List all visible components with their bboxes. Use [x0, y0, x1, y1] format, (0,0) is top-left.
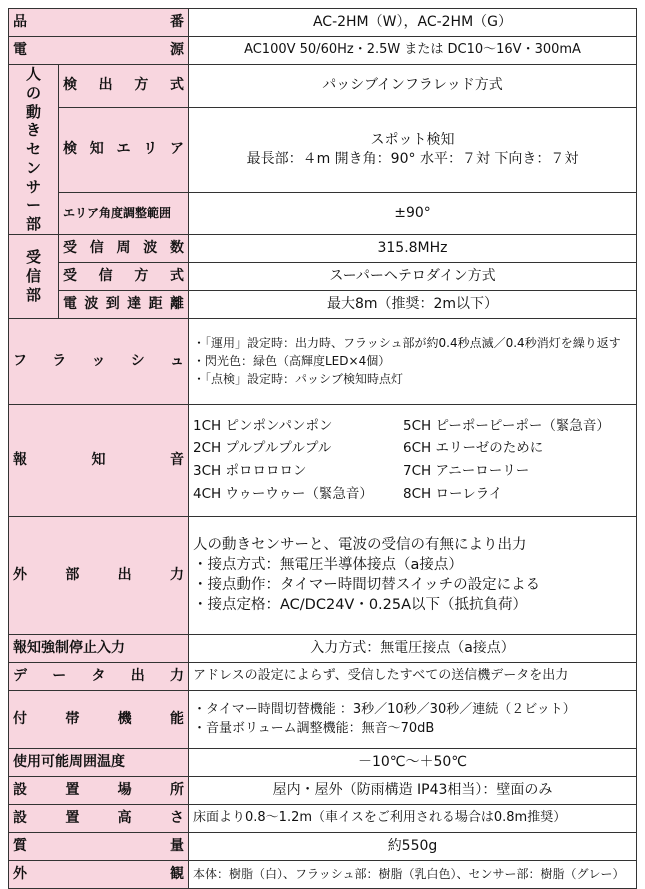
label-char: 機 — [117, 710, 132, 727]
label-char: デ — [13, 667, 27, 684]
label-char: サ — [25, 177, 41, 196]
label-appearance — [9, 860, 189, 888]
row-temp — [9, 748, 637, 776]
value-height: 床面より0.8〜1.2m（車イスをご利用される場合は0.8m推奨） — [189, 804, 637, 832]
output-item: 人の動きセンサーと、電波の受信の有無により出力 — [193, 537, 527, 553]
label-char: 周 — [116, 239, 131, 256]
value-mass: 約550g — [189, 832, 637, 860]
label-char: 品 — [13, 13, 27, 30]
value-sound — [189, 404, 637, 516]
sound-channel: 3CH ポロロロロン — [193, 463, 307, 480]
label-char: 方 — [134, 267, 149, 284]
label-char: セ — [25, 140, 41, 158]
label-recv-method — [59, 262, 189, 290]
label-char: 知 — [89, 141, 104, 158]
label-char: 方 — [134, 77, 149, 94]
label-char: フ — [13, 352, 27, 369]
row-sound — [9, 404, 637, 516]
value-forced-stop: 入力方式：無電圧接点（a接点） — [189, 634, 637, 662]
label-detect-method — [59, 65, 189, 108]
label-char: 受 — [63, 239, 77, 256]
label-char: 所 — [169, 781, 184, 798]
label-char: エ — [116, 141, 131, 158]
label-char: 源 — [170, 41, 184, 58]
sound-channel: 6CH エリーゼのために — [403, 440, 544, 457]
label-char: 波 — [143, 239, 158, 256]
label-char: ュ — [170, 352, 184, 369]
sound-channel: 4CH ウゥーウゥー（緊急音） — [193, 486, 373, 503]
label-forced-stop: 報知強制停止入力 — [9, 634, 189, 662]
label-recv-range — [59, 290, 189, 318]
label-char: ッ — [91, 352, 106, 369]
label-char: 到 — [105, 295, 120, 312]
value-recv-freq: 315.8MHz — [189, 234, 637, 262]
row-recv-freq — [9, 234, 637, 262]
label-receiver-group — [9, 234, 59, 318]
row-forced-stop — [9, 634, 637, 662]
label-data-out — [9, 662, 189, 690]
label-char: ア — [170, 141, 184, 158]
value-area-angle: ±90° — [189, 193, 637, 234]
label-sound — [9, 404, 189, 516]
label-output — [9, 516, 189, 634]
label-char: 受 — [63, 267, 77, 284]
row-data-out — [9, 662, 637, 690]
label-char: 能 — [169, 710, 184, 727]
value-extra — [189, 690, 637, 748]
label-flash — [9, 318, 189, 404]
value-temp: －10℃〜＋50℃ — [189, 748, 637, 776]
label-char: 力 — [170, 667, 184, 684]
value-recv-method: スーパーヘテロダイン方式 — [189, 262, 637, 290]
label-char: ラ — [52, 352, 67, 369]
label-char: ー — [25, 196, 41, 215]
label-char: 人 — [25, 65, 41, 83]
label-char: ン — [25, 158, 41, 177]
label-char: 電 — [63, 295, 77, 312]
label-char: 外 — [13, 865, 27, 882]
label-char: シ — [130, 352, 145, 369]
label-char: 部 — [65, 566, 80, 583]
sound-channel: 8CH ローレライ — [403, 486, 503, 503]
value-recv-range: 最大8m（推奨：2m以下） — [189, 290, 637, 318]
value-data-out: アドレスの設定によらず、受信したすべての送信機データを出力 — [189, 662, 637, 690]
label-char: 帯 — [65, 710, 80, 727]
flash-item: ・「運用」設定時：出力時、フラッシュ部が約0.4秒点滅／0.4秒消灯を繰り返す — [193, 335, 621, 350]
label-char: 受 — [25, 248, 41, 267]
label-char: 離 — [169, 295, 184, 312]
label-char: 設 — [13, 809, 27, 826]
label-char: 式 — [169, 77, 184, 94]
row-output — [9, 516, 637, 634]
output-item: ・接点動作：タイマー時間切替スイッチの設定による — [193, 577, 541, 594]
label-char: 部 — [25, 215, 41, 233]
value-output — [189, 516, 637, 634]
label-model — [9, 9, 189, 37]
sound-channel-grid — [193, 418, 632, 504]
value-flash — [189, 318, 637, 404]
label-human-sensor-group — [9, 65, 59, 235]
value-location: 屋内・屋外（防雨構造 IP43相当）：壁面のみ — [189, 776, 637, 804]
label-char: 高 — [117, 809, 132, 826]
label-char: 観 — [170, 865, 184, 882]
label-char: の — [25, 83, 41, 102]
label-char: 報 — [13, 451, 27, 468]
row-model — [9, 9, 637, 37]
row-height — [9, 804, 637, 832]
label-area-angle: エリア角度調整範囲 — [59, 193, 189, 234]
label-char: 出 — [117, 566, 132, 583]
row-sensor-area — [9, 107, 637, 193]
label-char: 動 — [25, 102, 41, 121]
label-char: 質 — [13, 837, 27, 854]
label-char: 番 — [170, 13, 184, 30]
sound-channel: 7CH アニーローリー — [403, 463, 530, 480]
flash-item: ・「点検」設定時：パッシブ検知時点灯 — [193, 371, 404, 386]
label-char: 距 — [148, 295, 163, 312]
label-temp: 使用可能周囲温度 — [9, 748, 189, 776]
label-char: ー — [52, 667, 67, 684]
label-location — [9, 776, 189, 804]
extra-item: ・タイマー時間切替機能 ：3秒／10秒／30秒／連続（２ビット） — [193, 701, 576, 717]
label-char: 電 — [13, 41, 27, 58]
label-char: さ — [169, 809, 184, 826]
label-char: 出 — [130, 667, 145, 684]
label-recv-freq — [59, 234, 189, 262]
value-power: AC100V 50/60Hz・2.5W または DC10〜16V・300mA — [189, 37, 637, 65]
detect-area-line1: スポット検知 — [370, 131, 455, 148]
label-char: タ — [91, 667, 106, 684]
row-mass — [9, 832, 637, 860]
row-appearance — [9, 860, 637, 888]
label-char: 設 — [13, 781, 27, 798]
sound-channel: 2CH プルプルプルプル — [193, 440, 332, 457]
label-mass — [9, 832, 189, 860]
label-char: 付 — [13, 710, 27, 727]
flash-item: ・閃光色：緑色（高輝度LED×4個） — [193, 353, 391, 368]
label-char: き — [25, 121, 41, 140]
label-char: 外 — [13, 566, 27, 583]
label-char: 数 — [170, 239, 184, 256]
sound-channel: 5CH ピーポーピーポー（緊急音） — [403, 417, 610, 434]
label-char: 知 — [91, 451, 106, 468]
label-char: 部 — [25, 285, 41, 304]
spec-table — [8, 8, 637, 889]
label-char: 検 — [63, 77, 77, 94]
label-char: 場 — [117, 781, 132, 798]
value-appearance: 本体：樹脂（白）、フラッシュ部：樹脂（乳白色）、センサー部：樹脂（グレー） — [189, 860, 637, 888]
row-extra — [9, 690, 637, 748]
output-item: ・接点定格：AC/DC24V・0.25A以下（抵抗負荷） — [193, 597, 528, 614]
value-detect-method: パッシブインフラレッド方式 — [189, 65, 637, 108]
value-detect-area — [189, 107, 637, 193]
sound-channel: 1CH ピンポンパンポン — [193, 417, 333, 434]
row-sensor-angle — [9, 193, 637, 234]
detect-area-line2: 最長部：４m 開き角：90° 水平：７対 下向き：７対 — [246, 151, 579, 168]
row-recv-method — [9, 262, 637, 290]
label-height — [9, 804, 189, 832]
row-power — [9, 37, 637, 65]
label-char: 信 — [98, 267, 113, 284]
label-char: 達 — [127, 295, 142, 312]
label-char: 量 — [170, 837, 184, 854]
row-recv-range — [9, 290, 637, 318]
label-extra — [9, 690, 189, 748]
label-char: 検 — [63, 141, 77, 158]
row-location — [9, 776, 637, 804]
row-sensor-method — [9, 65, 637, 108]
output-item: ・接点方式：無電圧半導体接点（a接点） — [193, 557, 463, 574]
label-char: 出 — [98, 77, 113, 94]
label-char: 信 — [25, 266, 41, 285]
value-model: AC-2HM（W），AC-2HM（G） — [189, 9, 637, 37]
label-detect-area — [59, 107, 189, 193]
label-power — [9, 37, 189, 65]
row-flash — [9, 318, 637, 404]
label-char: 力 — [169, 566, 184, 583]
label-char: 式 — [169, 267, 184, 284]
label-char: 音 — [170, 451, 184, 468]
label-char: 波 — [84, 295, 99, 312]
label-char: リ — [143, 141, 158, 158]
label-char: 信 — [89, 239, 104, 256]
label-char: 置 — [65, 781, 80, 798]
extra-item: ・音量ボリューム調整機能：無音〜70dB — [193, 720, 435, 736]
label-char: 置 — [65, 809, 80, 826]
